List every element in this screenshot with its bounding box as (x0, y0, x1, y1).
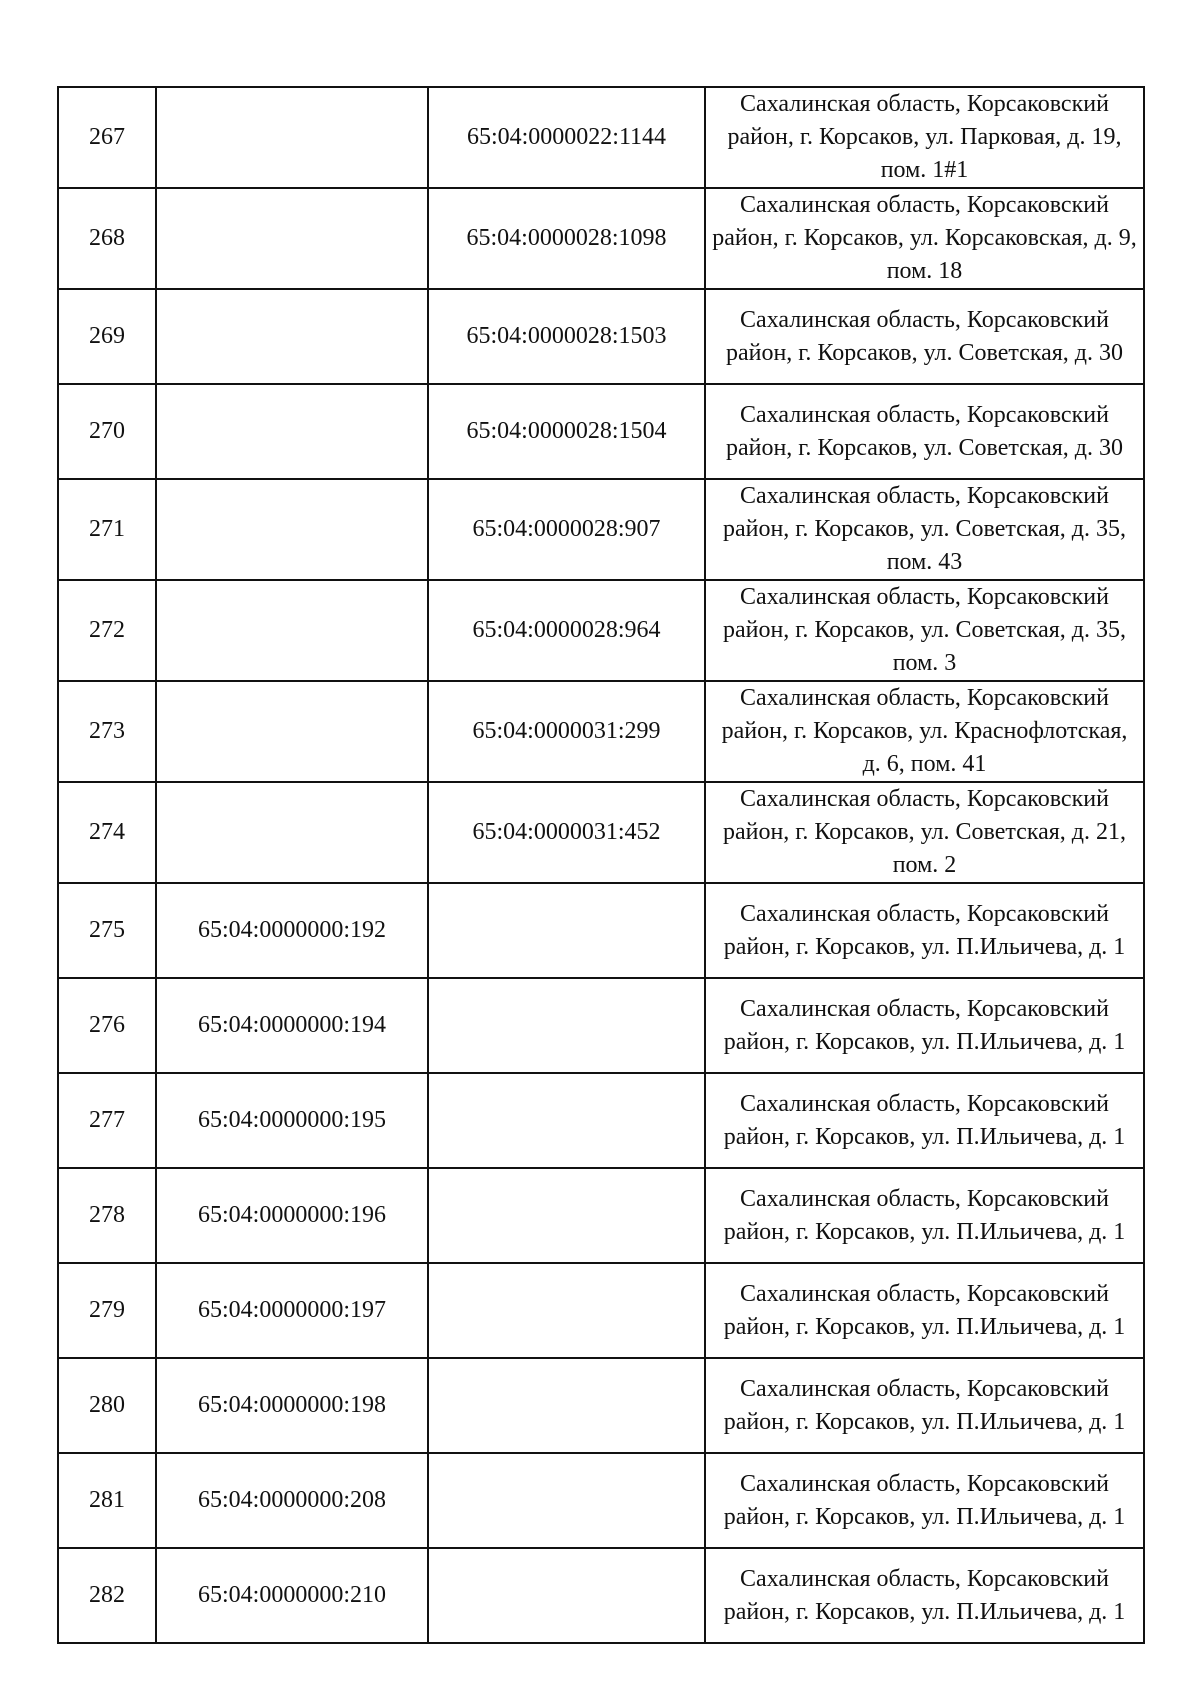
cadastral-number-premises (428, 883, 705, 978)
row-number: 274 (58, 782, 156, 883)
table-row (58, 1358, 1144, 1453)
row-number: 269 (58, 289, 156, 384)
cadastral-number-building: 65:04:0000000:195 (156, 1073, 428, 1168)
table-row (58, 289, 1144, 384)
table-row (58, 384, 1144, 479)
registry-table-body (58, 87, 1144, 1643)
cadastral-number-building: 65:04:0000000:208 (156, 1453, 428, 1548)
row-number: 279 (58, 1263, 156, 1358)
table-row (58, 580, 1144, 681)
cadastral-number-building (156, 289, 428, 384)
row-number: 280 (58, 1358, 156, 1453)
cadastral-number-premises: 65:04:0000028:1503 (428, 289, 705, 384)
table-row (58, 1168, 1144, 1263)
cadastral-number-premises (428, 1358, 705, 1453)
address-cell: Сахалинская область, Корсаковский район, г. Корсаков, ул. Советская, д. 35, пом. 3 (705, 580, 1144, 681)
address-cell: Сахалинская область, Корсаковский район, г. Корсаков, ул. Советская, д. 21, пом. 2 (705, 782, 1144, 883)
cadastral-number-premises (428, 1168, 705, 1263)
row-number: 281 (58, 1453, 156, 1548)
cadastral-number-premises (428, 978, 705, 1073)
table-row (58, 1453, 1144, 1548)
cadastral-number-building (156, 188, 428, 289)
row-number: 270 (58, 384, 156, 479)
cadastral-number-premises: 65:04:0000031:452 (428, 782, 705, 883)
address-cell: Сахалинская область, Корсаковский район, г. Корсаков, ул. П.Ильичева, д. 1 (705, 1073, 1144, 1168)
table-row (58, 479, 1144, 580)
cadastral-number-building: 65:04:0000000:210 (156, 1548, 428, 1643)
row-number: 267 (58, 87, 156, 188)
cadastral-number-building: 65:04:0000000:198 (156, 1358, 428, 1453)
row-number: 272 (58, 580, 156, 681)
address-cell: Сахалинская область, Корсаковский район, г. Корсаков, ул. П.Ильичева, д. 1 (705, 883, 1144, 978)
cadastral-number-premises: 65:04:0000028:1504 (428, 384, 705, 479)
cadastral-number-building (156, 479, 428, 580)
registry-table (57, 86, 1145, 1644)
cadastral-number-premises: 65:04:0000028:907 (428, 479, 705, 580)
cadastral-number-premises: 65:04:0000022:1144 (428, 87, 705, 188)
table-row (58, 1263, 1144, 1358)
cadastral-number-premises: 65:04:0000028:1098 (428, 188, 705, 289)
cadastral-number-premises (428, 1263, 705, 1358)
cadastral-number-premises: 65:04:0000028:964 (428, 580, 705, 681)
table-row (58, 87, 1144, 188)
document-page (57, 86, 1143, 1644)
row-number: 276 (58, 978, 156, 1073)
cadastral-number-building: 65:04:0000000:197 (156, 1263, 428, 1358)
row-number: 277 (58, 1073, 156, 1168)
cadastral-number-premises (428, 1453, 705, 1548)
address-cell: Сахалинская область, Корсаковский район, г. Корсаков, ул. Советская, д. 30 (705, 289, 1144, 384)
address-cell: Сахалинская область, Корсаковский район, г. Корсаков, ул. П.Ильичева, д. 1 (705, 1263, 1144, 1358)
row-number: 275 (58, 883, 156, 978)
table-row (58, 883, 1144, 978)
row-number: 282 (58, 1548, 156, 1643)
cadastral-number-premises (428, 1548, 705, 1643)
cadastral-number-building (156, 782, 428, 883)
cadastral-number-premises (428, 1073, 705, 1168)
table-row (58, 1073, 1144, 1168)
cadastral-number-building: 65:04:0000000:194 (156, 978, 428, 1073)
address-cell: Сахалинская область, Корсаковский район, г. Корсаков, ул. Советская, д. 35, пом. 43 (705, 479, 1144, 580)
address-cell: Сахалинская область, Корсаковский район, г. Корсаков, ул. П.Ильичева, д. 1 (705, 1168, 1144, 1263)
table-row (58, 188, 1144, 289)
cadastral-number-building: 65:04:0000000:196 (156, 1168, 428, 1263)
cadastral-number-building (156, 87, 428, 188)
table-row (58, 681, 1144, 782)
address-cell: Сахалинская область, Корсаковский район, г. Корсаков, ул. П.Ильичева, д. 1 (705, 1453, 1144, 1548)
address-cell: Сахалинская область, Корсаковский район, г. Корсаков, ул. П.Ильичева, д. 1 (705, 1358, 1144, 1453)
address-cell: Сахалинская область, Корсаковский район, г. Корсаков, ул. Советская, д. 30 (705, 384, 1144, 479)
address-cell: Сахалинская область, Корсаковский район, г. Корсаков, ул. П.Ильичева, д. 1 (705, 1548, 1144, 1643)
address-cell: Сахалинская область, Корсаковский район, г. Корсаков, ул. П.Ильичева, д. 1 (705, 978, 1144, 1073)
cadastral-number-building: 65:04:0000000:192 (156, 883, 428, 978)
address-cell: Сахалинская область, Корсаковский район, г. Корсаков, ул. Парковая, д. 19, пом. 1#1 (705, 87, 1144, 188)
row-number: 271 (58, 479, 156, 580)
cadastral-number-building (156, 384, 428, 479)
row-number: 278 (58, 1168, 156, 1263)
table-row (58, 782, 1144, 883)
address-cell: Сахалинская область, Корсаковский район, г. Корсаков, ул. Краснофлотская, д. 6, пом. 41 (705, 681, 1144, 782)
cadastral-number-building (156, 580, 428, 681)
row-number: 273 (58, 681, 156, 782)
cadastral-number-building (156, 681, 428, 782)
address-cell: Сахалинская область, Корсаковский район, г. Корсаков, ул. Корсаковская, д. 9, пом. 18 (705, 188, 1144, 289)
table-row (58, 978, 1144, 1073)
cadastral-number-premises: 65:04:0000031:299 (428, 681, 705, 782)
row-number: 268 (58, 188, 156, 289)
table-row (58, 1548, 1144, 1643)
